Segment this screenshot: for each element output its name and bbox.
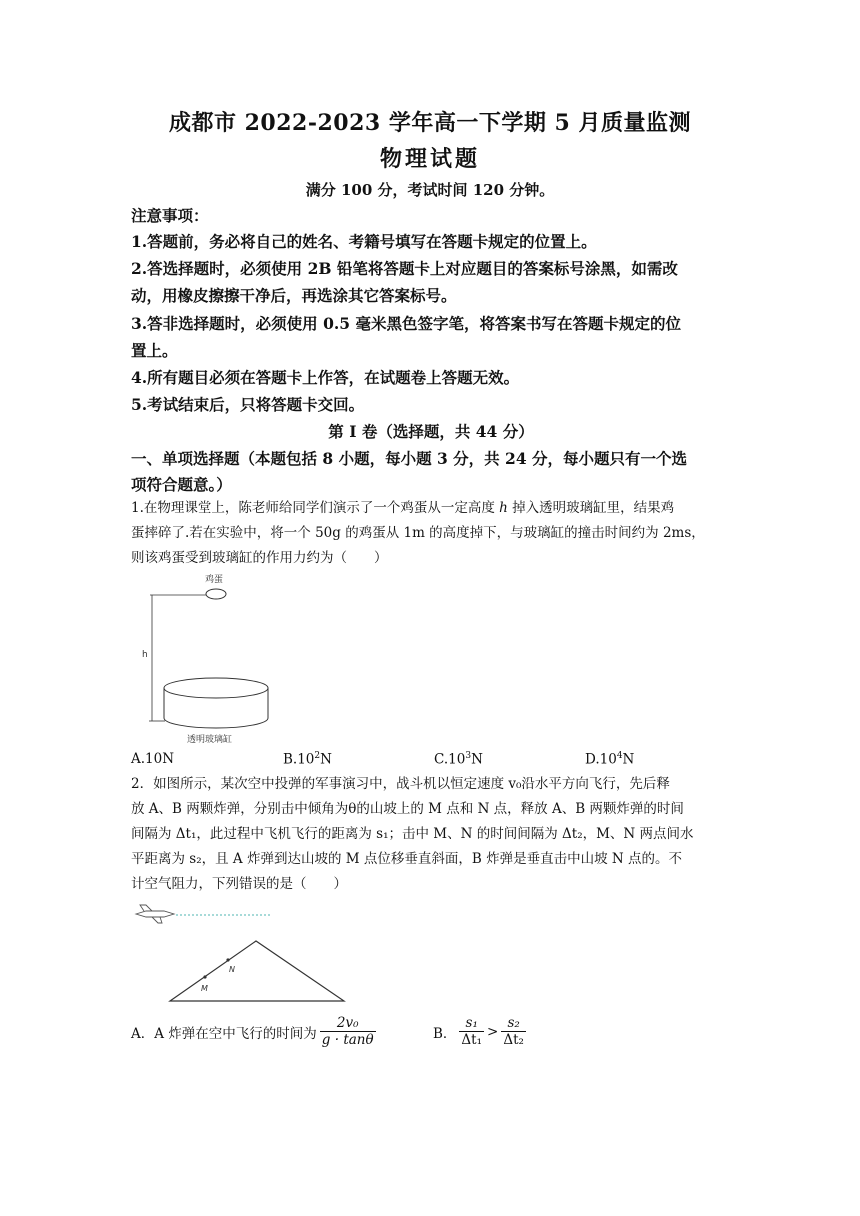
option-text: C.10 bbox=[434, 751, 466, 768]
q1-text: 1.在物理课堂上，陈老师给同学们演示了一个鸡蛋从一定高度 bbox=[131, 500, 500, 516]
egg-label: 鸡蛋 bbox=[205, 575, 224, 585]
option-text: B． bbox=[433, 1025, 457, 1042]
q1-h-var: h bbox=[499, 500, 508, 516]
q2-line4: 平距离为 s₂，且 A 炸弹到达山坡的 M 点位移垂直斜面，B 炸弹是垂直击中山坡 N 点的。不 bbox=[131, 851, 682, 867]
exam-title: 成都市 2022-2023 学年高一下学期 5 月质量监测 bbox=[168, 110, 692, 136]
subject-title: 物理试题 bbox=[379, 146, 480, 172]
option-exponent: 2 bbox=[314, 751, 321, 761]
hill-slope bbox=[170, 941, 344, 1001]
denominator: g · tanθ bbox=[321, 1032, 374, 1048]
tank-rim bbox=[164, 678, 268, 698]
option-text: A．A 炸弹在空中飞行的时间为 bbox=[131, 1025, 317, 1042]
q1-line2: 蛋摔碎了.若在实验中，将一个 50g 的鸡蛋从 1m 的高度掉下，与玻璃缸的撞击时间约为 2ms， bbox=[131, 525, 705, 541]
tank-body bbox=[164, 688, 268, 728]
notice-item: 4.所有题目必须在答题卡上作答，在试题卷上答题无效。 bbox=[131, 368, 520, 387]
option-unit: N bbox=[471, 751, 483, 768]
q1-figure bbox=[135, 570, 285, 748]
denominator: Δt₂ bbox=[503, 1032, 524, 1048]
q2-line2: 放 A、B 两颗炸弹，分别击中倾角为θ的山坡上的 M 点和 N 点，释放 A、B 两颗炸弹的时间 bbox=[131, 801, 684, 817]
tank-label: 透明玻璃缸 bbox=[187, 735, 233, 745]
q1-option-d bbox=[585, 751, 634, 768]
part-heading-line2: 项符合题意。） bbox=[131, 475, 232, 494]
numerator: s₁ bbox=[459, 1015, 484, 1032]
notice-heading: 注意事项： bbox=[131, 206, 209, 225]
fraction bbox=[320, 1015, 376, 1048]
notice-item: 1.答题前，务必将自己的姓名、考籍号填写在答题卡规定的位置上。 bbox=[131, 232, 597, 251]
fraction bbox=[501, 1015, 526, 1048]
q2-option-b bbox=[433, 1015, 529, 1048]
q2-line3: 间隔为 Δt₁，此过程中飞机飞行的距离为 s₁；击中 M、N 的时间间隔为 Δt₂，M、N 两点间水 bbox=[131, 826, 694, 842]
notice-item: 置上。 bbox=[131, 341, 178, 360]
comparison-operator: > bbox=[487, 1023, 499, 1040]
notice-item: 5.考试结束后，只将答题卡交回。 bbox=[131, 395, 365, 414]
numerator: 2v₀ bbox=[320, 1015, 376, 1032]
option-exponent: 4 bbox=[616, 751, 623, 761]
notice-item: 动，用橡皮擦擦干净后，再选涂其它答案标号。 bbox=[131, 286, 457, 305]
point-m bbox=[203, 975, 206, 978]
label-m: M bbox=[201, 984, 208, 993]
q1-line3: 则该鸡蛋受到玻璃缸的作用力约为（ ） bbox=[131, 550, 388, 566]
egg-shape bbox=[206, 589, 226, 599]
option-text: B.10 bbox=[283, 751, 315, 768]
score-line: 满分 100 分，考试时间 120 分钟。 bbox=[305, 181, 555, 199]
fraction bbox=[459, 1015, 484, 1048]
option-text: D.10 bbox=[585, 751, 617, 768]
numerator: s₂ bbox=[501, 1015, 526, 1032]
section-title: 第 I 卷（选择题，共 44 分） bbox=[328, 422, 534, 441]
option-exponent: 3 bbox=[465, 751, 472, 761]
q1-option-c bbox=[434, 751, 483, 768]
part-heading-line1: 一、单项选择题（本题包括 8 小题，每小题 3 分，共 24 分，每小题只有一个选 bbox=[131, 449, 688, 468]
height-label: h bbox=[142, 650, 148, 660]
notice-item: 2.答选择题时，必须使用 2B 铅笔将答题卡上对应题目的答案标号涂黑，如需改 bbox=[131, 259, 678, 278]
q1-text: 掉入透明玻璃缸里，结果鸡 bbox=[507, 500, 675, 516]
q2-line1: 2．如图所示，某次空中投弹的军事演习中，战斗机以恒定速度 v₀沿水平方向飞行，先后释 bbox=[131, 776, 670, 792]
q2-figure bbox=[130, 900, 350, 1008]
q1-option-a bbox=[131, 751, 174, 767]
option-unit: N bbox=[622, 751, 635, 768]
option-text: A.10N bbox=[131, 751, 175, 767]
label-n: N bbox=[229, 965, 235, 974]
q1-option-b bbox=[283, 751, 332, 768]
option-unit: N bbox=[320, 751, 332, 768]
notice-item: 3.答非选择题时，必须使用 0.5 毫米黑色签字笔，将答案书写在答题卡规定的位 bbox=[131, 314, 681, 333]
q2-option-a bbox=[131, 1015, 379, 1048]
q2-line5: 计空气阻力，下列错误的是（ ） bbox=[131, 876, 347, 892]
denominator: Δt₁ bbox=[461, 1032, 483, 1048]
point-n bbox=[226, 958, 229, 961]
fighter-jet-icon bbox=[136, 905, 174, 923]
q1-line1 bbox=[131, 496, 731, 521]
